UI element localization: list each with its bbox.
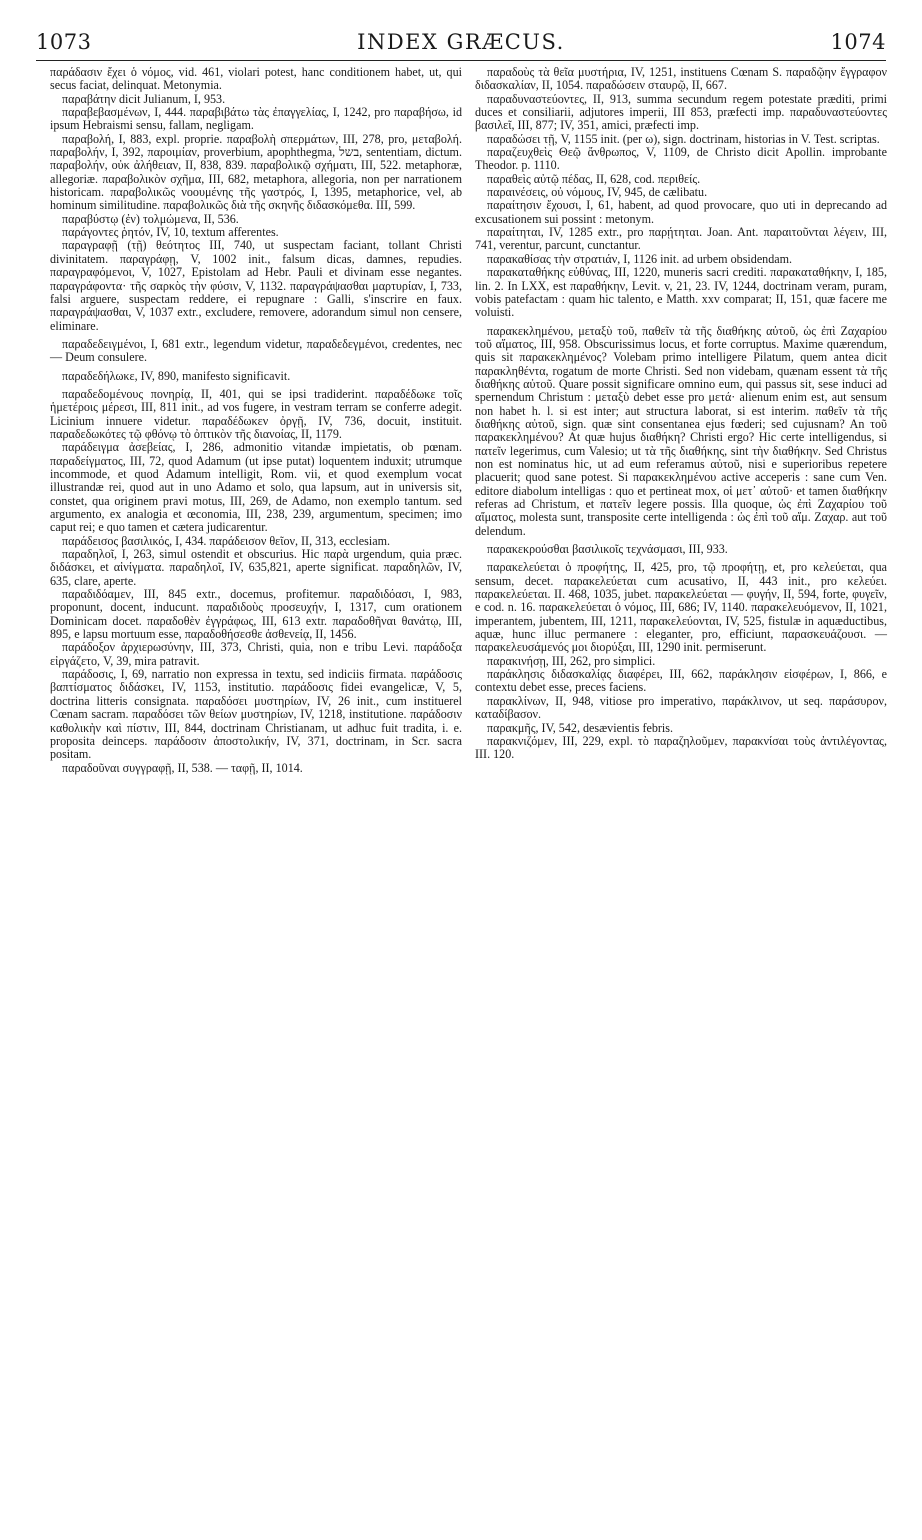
index-entry: παραίτηται, IV, 1285 extr., pro παρῄτηται. Joan. Ant. παραιτοῦνται λέγειν, III, 741, verentur, parcunt, cunctantur. bbox=[475, 225, 887, 253]
index-entry: παρακαθίσας τὴν στρατιάν, I, 1126 init. ad urbem obsidendam. bbox=[487, 251, 793, 266]
index-entry: παραθεὶς αὐτῷ πέδας, II, 628, cod. περιθείς. bbox=[487, 171, 701, 186]
index-entry: παραζευχθεὶς Θεῷ ἄνθρωπος, V, 1109, de Christo dicit Apollin. improbante Theodor. p. 1110. bbox=[475, 145, 887, 173]
index-entry: παραδεδειγμένοι, I, 681 extr., legendum videtur, παραδεδεγμένοι, credentes, nec — Deum consulere. bbox=[50, 336, 462, 365]
index-entry: παρακμῆς, IV, 542, desævientis febris. bbox=[487, 720, 674, 735]
index-entry: παρακεκλημένου, μεταξὺ τοῦ, παθεῖν τὰ τῆς διαθήκης αὐτοῦ, ὡς ἐπὶ Ζαχαρίου τοῦ αἵματος, III, 958. Obscurissimus locus, et forte corruptus. Maxime quærendum, quis sit παρακεκλημένος? Volebam primo intelligere Pilatum, quem antea dicit παρακληθέντα, rogatum de morte Christi. Sed non videbam, quænam essent τὰ τῆς διαθήκης αὐτοῦ. Quare possit significare omnino eum, qui passus sit, sese induci ad spernendum Christum : μεταξὺ debet esse pro μετά· alienum enim est, aut sensum non habet h. l. si est inter; aut structura laborat, si est interim. παθεῖν τὰ τῆς διαθήκης αὐτοῦ, sign. quæ sint consentanea ejus fœderi; sed cujusnam? An τοῦ παρακεκλημένου? At quæ hujus διαθήκη? Christi ergo? Hic certe intelligendus, si πατεῖν legerimus, cum Valesio; ut τὰ τῆς διαθήκης, sint τὴν διαθήκην. Sed Christus non est nominatus hic, ut ad eum referamus αὐτοῦ, nisi e superioribus repetere placuerit; quod sane potest. Si παρακεκλημένου active acceperis : sane cum Ven. editore diabolum intelligas : quo et pertineat mox, οἱ μετ᾽ αὐτοῦ· et tamen διαθήκην referas ad Christum, et πατεῖν legere possis. Illa quoque, ὡς ἐπὶ Ζαχαρίου τοῦ αἵματος, molesta sunt, transposite certe intelligenda : ὡς ἐπὶ τοῦ αἵμ. Ζαχαρ. aut τοῦ delendum. bbox=[475, 323, 887, 538]
index-entry: παραδεδομένους πονηρίᾳ, II, 401, qui se ipsi tradiderint. παραδέδωκε τοῖς ἡμετέροις μέρεσι, III, 811 init., ad vos fugere, in vestram terram se conferre adegit. Licinium innuere videtur. παραδέδωκεν ὀργῇ, IV, 736, docuit, instituit. παραδεδωκότες τῷ φθόνῳ τὸ ὀπτικὸν τῆς διανοίας, II, 1179. bbox=[50, 386, 462, 441]
index-entry: παραδοῦναι συγγραφῇ, II, 538. — ταφῇ, II, 1014. bbox=[62, 760, 303, 775]
page-number-right: 1074 bbox=[830, 30, 886, 54]
index-entry: παράδειγμα ἀσεβείας, I, 286, admonitio vitandæ impietatis, ob pœnam. παραδείγματος, III, 72, quod Adamum (ut ipse putat) loquentem induxit; utrumque incommode, et quod Adamum intelligit, Rom. vii, et quod exemplum vocat illustrandæ rei, quod aut in uno Adamo et solo, qua lapsum, aut in universis sit, constet, qua originem pravi motus, III, 269, de Adamo, non exemplo tantum. sed argumento, ex analogia et œconomia, III, 238, 239, argumentum, specimen; imo caput rei; e quo tamen et cætera judicarentur. bbox=[50, 440, 462, 535]
index-entry: παραδοὺς τὰ θεῖα μυστήρια, IV, 1251, instituens Cœnam S. παραδῷην ἔγγραφον διδασκαλίαν, II, 1054. παραδώσειν σταυρῷ, II, 667. bbox=[475, 65, 887, 93]
index-entry: παράδοσις, I, 69, narratio non expressa in textu, sed indiciis firmata. παράδοσις βαπτίσματος διδάσκει, IV, 1153, institutio. παράδοσις fidei evangelicæ, V, 5, doctrina litteris consignata. παραδόσει μυστηρίων, IV, 26 init., cum instituerel Cœnam sacram. παραδόσει τῶν θείων μυστηρίων, IV, 1218, institutione. παράδοσιν καθολικὴν καὶ πίστιν, III, 844, doctrinam Christianam, ut adhuc fuit tradita, i. e. proposita deinceps. παράδοσιν ἀποστολικήν, IV, 371, doctrinam, in Scr. sacra positam. bbox=[50, 667, 462, 762]
running-header bbox=[36, 30, 886, 64]
index-entry: παράδεισος βασιλικός, I, 434. παράδεισον θεῖον, II, 313, ecclesiam. bbox=[62, 533, 391, 548]
index-entry: παραβολή, I, 883, expl. proprie. παραβολὴ σπερμάτων, III, 278, pro, μεταβολή. παραβολήν, I, 392, παροιμίαν, proverbium, apophthegma, בשל, sententiam, dictum. παραβολήν, οὐκ ἀλήθειαν, II, 838, 839. παραβολικῷ σχήματι, III, 522. metaphoræ, allegoriæ. παραβολικὸν σχῆμα, III, 682, metaphora, allegoria, non per narrationem historicam. παραβολικῶς νοουμένης τῆς γαστρός, I, 1395, metaphorice, vel, ab hominum similitudine. παραβολικῶς διὰ τῆς σκηνῆς διδασκόμεθα. III, 599. bbox=[50, 131, 462, 213]
left-column bbox=[50, 66, 462, 775]
index-entry: παρακελεύεται ὁ προφήτης, II, 425, pro, τῷ προφήτῃ, et, pro κελεύεται, qua sensum, decet. παρακελεύεται cum acusativo, II, 443 init., pro κελεύει. παρακελεύεται. II. 468, 1035, jubet. παρακελεύεται — φυγήν, II, 594, forte, φυγεῖν, e cod. n. 16. παρακελεύεται ὁ νόμος, III, 686; IV, 1140. παρακελευόμενον, II, 1021, imperantem, jubentem, III, 1211, παρακελεύονται, IV, 525, fistulæ in aquæductibus, aquæ, hunc illuc permanere : eleganter, pro, efficiunt, παρασκευάζουσι. — παρακελευσάμενός μοι διορύξαι, III, 1290 init. permiserunt. bbox=[475, 560, 887, 655]
right-column bbox=[475, 66, 887, 762]
index-entry: παρακνιζόμεν, III, 229, expl. τὸ παραζηλοῦμεν, παρακνίσαι τοὺς ἀντιλέγοντας, III. 120. bbox=[475, 733, 887, 762]
index-entry: παραδιδόαμεν, III, 845 extr., docemus, profitemur. παραδιδόασι, I, 983, proponunt, docent, inducunt. παραδιδοὺς προσευχήν, I, 1317, cum orationem Dominicam docet. παραδοθὲν ἐγγράφως, III, 613 extr. παραδοθῆναι θανάτῳ, III, 895, e lapsu mortuum esse, παραδοθήσεσθε ἀσθενείᾳ, II, 1456. bbox=[50, 587, 462, 642]
index-entry: παραίτησιν ἔχουσι, I, 61, habent, ad quod provocare, quo uti in deprecando ad excusationem sui possint : metonym. bbox=[475, 198, 887, 226]
index-entry: παραβύστῳ (ἐν) τολμώμενα, II, 536. bbox=[62, 211, 239, 226]
index-entry: παρακαταθήκης εὐθύνας, III, 1220, muneris sacri crediti. παρακαταθήκην, I, 185, lin. 2. In LXX, est παραθήκην, Levit. v, 21, 23. IV, 1244, doctrinam veram, puram, vobis patefactam : quam hic talento, e Matth. xxv comparat; II, 151, quæ facere me voluisti. bbox=[475, 265, 887, 320]
index-entry: παρακεκρούσθαι βασιλικοῖς τεχνάσμασι, III, 933. bbox=[487, 542, 728, 557]
page-number-left: 1073 bbox=[36, 30, 92, 54]
index-entry: παρακινήσῃ, III, 262, pro simplici. bbox=[487, 653, 656, 668]
index-entry: παραδηλοῖ, I, 263, simul ostendit et obscurius. Hic παρὰ urgendum, quia præc. διδάσκει, et αἰνίγματα. παραδηλοῖ, IV, 635,821, aperte significat. παραδηλῶν, IV, 635, clare, aperte. bbox=[50, 547, 462, 588]
index-entry: παράκλησις διδασκαλίᾳς διαφέρει, III, 662, παράκλησιν εἰσφέρων, I, 866, e contextu debet esse, preces faciens. bbox=[475, 667, 887, 695]
running-title: INDEX GRÆCUS. bbox=[357, 30, 565, 54]
index-entry: παραβεβασμένων, I, 444. παραβιβάτω τὰς ἐπαγγελίας, I, 1242, pro παραβήσω, id ipsum Hebraismi sensu, fallam, negligam. bbox=[50, 105, 462, 133]
index-entry: παραγραφῇ (τῇ) θεότητος III, 740, ut suspectam faciant, tollant Christi divinitatem. παραγράφῃ, V, 1002 init., falsum dicas, damnes, repudies. παραγραφόμενοι, V, 1027, Epistolam ad Hebr. Pauli et divinam esse negantes. παραγράφοντα· τῆς σαρκὸς τὴν φύσιν, V, 1132. παραγράψασθαι μαρτυρίαν, I, 733, falsi arguere, suspectam reddere, ei repugnare : Galli, s'inscrire en faux. παραγράψασθαι, V, 1037 extr., excludere, removere, adorandum simul non censere, eliminare. bbox=[50, 238, 462, 333]
index-entry: παραδώσει τῇ, V, 1155 init. (per ω), sign. doctrinam, historias in V. Test. scriptas. bbox=[487, 131, 880, 146]
index-entry: παραδεδήλωκε, IV, 890, manifesto significavit. bbox=[62, 368, 291, 383]
header-rule bbox=[36, 60, 886, 61]
index-entry: παραδυναστεύοντες, II, 913, summa secundum regem potestate præditi, primi duces et consiliarii, adjutores imperii, III 853, præfecti imp. παραδυναστεύοντες βασιλεῖ, III, 877; IV, 351, amici, præfecti imp. bbox=[475, 91, 887, 133]
index-entry: παρακλίνων, II, 948, vitiose pro imperativo, παράκλινον, ut seq. παράσυρον, καταδίβασον. bbox=[475, 693, 887, 722]
index-entry: παράδασιν ἔχει ὁ νόμος, vid. 461, violari potest, hanc conditionem habet, ut, qui secus faciat, delinquat. Metonymia. bbox=[50, 65, 462, 93]
index-entry: παράγοντες ῥητόν, IV, 10, textum afferentes. bbox=[62, 225, 279, 240]
index-entry: παραινέσεις, οὐ νόμους, IV, 945, de cælibatu. bbox=[487, 185, 708, 200]
index-entry: παραβάτην dicit Julianum, I, 953. bbox=[62, 91, 226, 106]
index-entry: παράδοξον ἀρχιερωσύνην, III, 373, Christi, quia, non e tribu Levi. παράδοξα εἰργάζετο, V, 39, mira patravit. bbox=[50, 640, 462, 668]
